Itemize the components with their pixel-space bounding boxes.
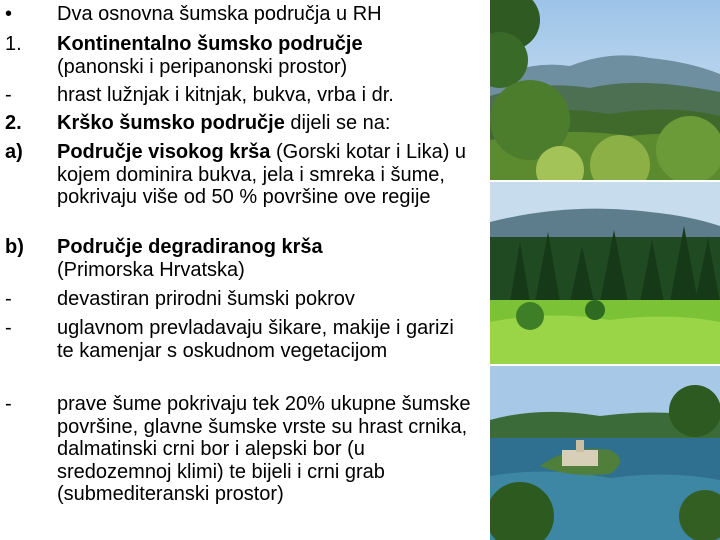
list-item-text	[57, 112, 475, 135]
list-item-text	[57, 141, 475, 209]
forest-meadow-photo	[490, 182, 720, 364]
item-text: dijeli se na:	[284, 112, 391, 134]
item-bold-text: Područje degradiranog krša	[57, 236, 323, 258]
item-bold-text: Kontinentalno šumsko područje	[57, 33, 363, 55]
list-item-text	[57, 236, 475, 281]
item-bold-text: Krško šumsko područje	[57, 112, 285, 134]
list-item-text	[57, 3, 475, 26]
item-bold-text: Područje visokog krša	[57, 141, 271, 163]
letter-marker: b)	[5, 236, 24, 258]
lake-island-monastery-image	[490, 366, 720, 540]
list-item-text	[57, 33, 475, 78]
item-text: hrast lužnjak i kitnjak, bukva, vrba i dr.	[57, 84, 394, 106]
list-item-text	[57, 393, 475, 506]
list-item-text	[57, 288, 475, 311]
dash-marker: -	[5, 393, 12, 415]
bullet-marker: •	[5, 3, 13, 25]
list-item-text	[57, 84, 475, 107]
letter-marker: a)	[5, 141, 23, 163]
number-marker: 1.	[5, 33, 22, 55]
item-text: (panonski i peripanonski prostor)	[57, 55, 348, 78]
mountain-forest-photo	[490, 0, 720, 180]
item-text: prave šume pokrivaju tek 20% ukupne šumske površine, glavne šumske vrste su hrast crnika, dalmatinski crni bor i alepski bor (u sredozemnoj klimi) te bijeli i crni grab (submediteranski prostor)	[57, 393, 471, 505]
forest-meadow-image	[490, 182, 720, 364]
item-text: devastiran prirodni šumski pokrov	[57, 288, 355, 310]
list-item-text	[57, 317, 475, 362]
dash-marker: -	[5, 317, 12, 339]
item-text: uglavnom prevladavaju šikare, makije i garizi te kamenjar s oskudnom vegetacijom	[57, 317, 454, 362]
item-text: (Gorski kotar i Lika) u kojem dominira bukva, jela i smreka i šume, pokrivaju više od 50 % površine ove regije	[57, 141, 467, 208]
mountain-forest-image	[490, 0, 720, 180]
item-text: Dva osnovna šumska područja u RH	[57, 3, 382, 25]
lake-island-monastery-photo	[490, 366, 720, 540]
dash-marker: -	[5, 288, 12, 310]
item-text: (Primorska Hrvatska)	[57, 258, 245, 281]
number-marker: 2.	[5, 112, 22, 134]
dash-marker: -	[5, 84, 12, 106]
